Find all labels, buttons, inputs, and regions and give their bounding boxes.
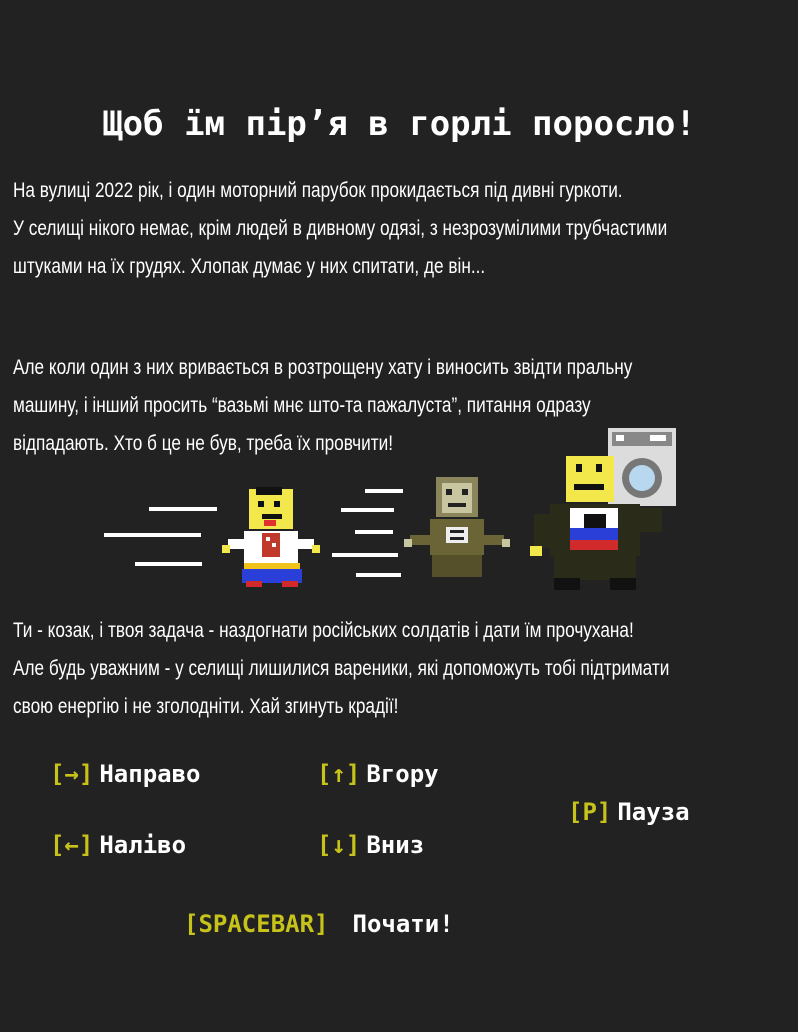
text-line: машину, і інший просить “вазьмі мнє што-та пажалуста”, питання одразу [13,394,591,417]
control-label: Наліво [99,831,187,859]
spacebar-key: [SPACEBAR] [184,910,329,938]
text-line: штуками на їх грудях. Хлопак думає у них спитати, де він... [13,255,486,278]
speed-line [341,508,394,512]
control-down [317,831,424,859]
speed-line [365,489,403,493]
control-right [50,760,201,788]
text-line: На вулиці 2022 рік, і один моторний парубок прокидається під дивні гуркоти. [13,179,623,202]
text-line: Ти - козак, і твоя задача - наздогнати російських солдатів і дати їм прочуханa! [13,619,634,642]
speed-line [104,533,201,537]
control-label: Вгору [366,760,439,788]
text-line: Але будь уважним - у селищі лишилися вареники, які допоможуть тобі підтримати [13,657,670,680]
up-arrow-key: [↑] [317,760,361,788]
text-line: свою енергію і не зголодніти. Хай згинуть крадії! [13,695,399,718]
speed-line [332,553,398,557]
speed-line [355,530,393,534]
left-arrow-key: [←] [50,831,94,859]
start-label: Почати! [352,910,454,938]
thief-soldier-sprite [530,428,680,596]
cossack-sprite [218,483,324,589]
right-arrow-key: [→] [50,760,94,788]
control-pause [568,798,690,826]
control-up [317,760,439,788]
pause-key: [P] [568,798,612,826]
speed-line [356,573,401,577]
text-line: відпадають. Хто б це не був, треба їх провчити! [13,432,394,455]
start-prompt[interactable] [184,910,454,938]
speed-line [149,507,217,511]
game-title: Щоб їм пір’я в горлі поросло! [102,104,696,144]
goal-text [13,612,784,726]
intro-text [13,172,784,286]
control-label: Пауза [617,798,690,826]
control-left [50,831,186,859]
text-line: Але коли один з них вривається в розтрощену хату і виносить звідти пральну [13,356,633,379]
down-arrow-key: [↓] [317,831,361,859]
soldier-sprite [402,475,512,591]
text-line: У селищі нікого немає, крім людей в дивному одязі, з незрозумілими трубчастими [13,217,668,240]
speed-line [135,562,202,566]
control-label: Вниз [366,831,425,859]
control-label: Направо [99,760,201,788]
